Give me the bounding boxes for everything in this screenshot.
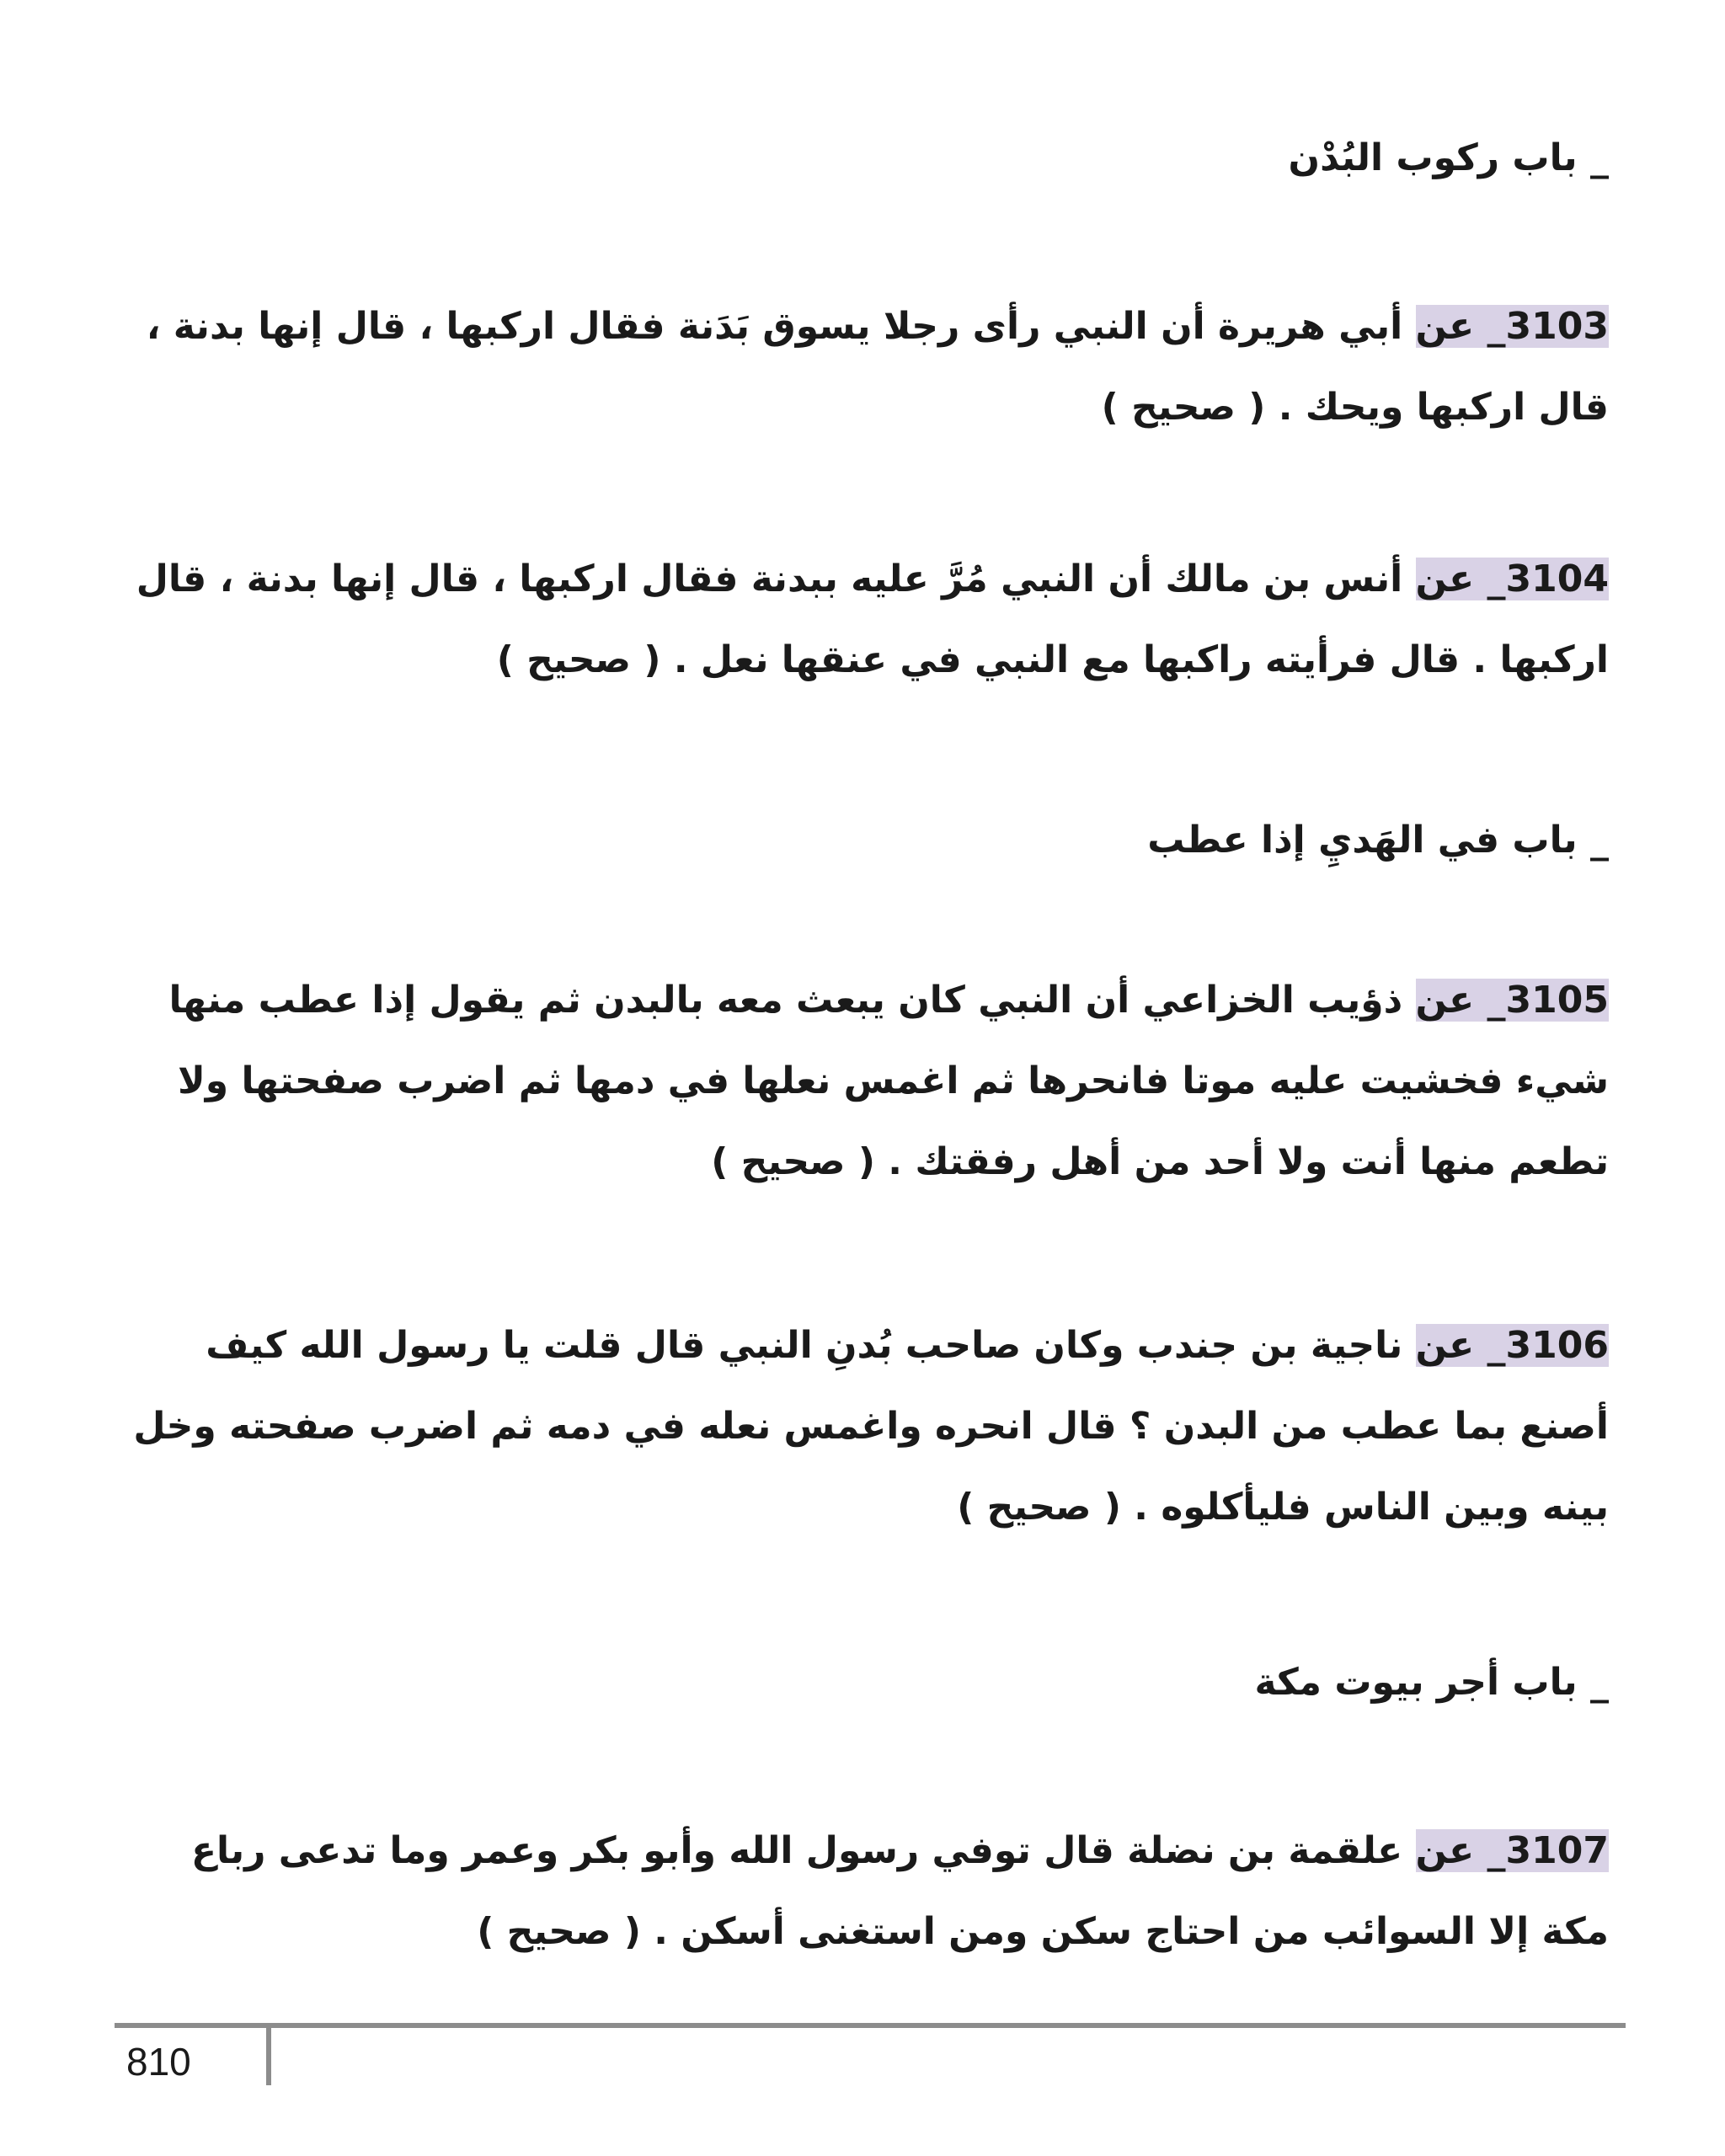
hadith-text: أنس بن مالك أن النبي مُرَّ عليه ببدنة فقال اركبها ، قال إنها بدنة ، قال اركبها . قال فرأيته راكبها مع النبي في عنقها نعل . ( صحيح ) — [136, 558, 1609, 681]
hadith-paragraph — [126, 539, 1609, 701]
hadith-number-highlight: 3106_ عن — [1415, 1324, 1609, 1367]
heading-text: _ باب ركوب البُدْن — [1288, 136, 1609, 179]
hadith-paragraph — [126, 286, 1609, 448]
heading-text: _ باب في الهَديِ إذا عطب — [1147, 819, 1609, 862]
section-heading — [126, 800, 1609, 881]
hadith-paragraph — [126, 1305, 1609, 1548]
hadith-text: ناجية بن جندب وكان صاحب بُدنِ النبي قال قلت يا رسول الله كيف أصنع بما عطب من البدن ؟ قال انحره واغمس نعله في دمه ثم اضرب صفحته وخل بينه وبين الناس فليأكلوه . ( صحيح ) — [133, 1324, 1609, 1529]
hadith-number-highlight: 3103_ عن — [1415, 305, 1609, 348]
page-number: 810 — [126, 2040, 191, 2084]
hadith-paragraph — [126, 960, 1609, 1203]
footer-rule — [115, 2023, 1626, 2028]
hadith-text: علقمة بن نضلة قال توفي رسول الله وأبو بكر وعمر وما تدعى رباع مكة إلا السوائب من احتاج سكن ومن استغنى أسكن . ( صحيح ) — [190, 1829, 1609, 1953]
section-heading — [126, 1642, 1609, 1723]
hadith-text: ذؤيب الخزاعي أن النبي كان يبعث معه بالبدن ثم يقول إذا عطب منها شيء فخشيت عليه موتا فانحرها ثم اغمس نعلها في دمها ثم اضرب صفحتها ولا تطعم منها أنت ولا أحد من أهل رفقتك . ( صحيح ) — [168, 979, 1609, 1183]
heading-text: _ باب أجر بيوت مكة — [1254, 1661, 1609, 1704]
footer-divider-tick — [266, 2025, 271, 2085]
section-heading — [126, 118, 1609, 199]
hadith-number-highlight: 3104_ عن — [1415, 558, 1609, 600]
hadith-number-highlight: 3107_ عن — [1415, 1829, 1609, 1872]
hadith-text: أبي هريرة أن النبي رأى رجلا يسوق بَدَنة فقال اركبها ، قال إنها بدنة ، قال اركبها ويحك . ( صحيح ) — [146, 305, 1609, 429]
hadith-number-highlight: 3105_ عن — [1415, 979, 1609, 1022]
hadith-paragraph — [126, 1811, 1609, 1972]
